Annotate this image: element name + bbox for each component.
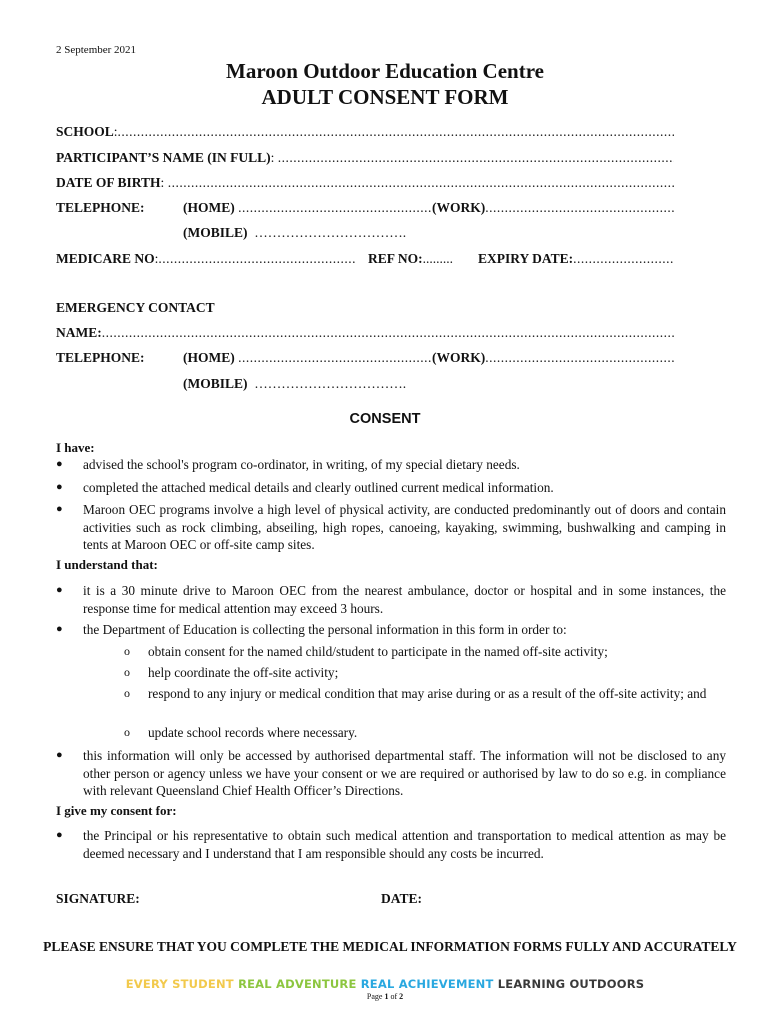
page-number: Page 1 of 2 (366, 992, 404, 1001)
colon: : (113, 124, 118, 139)
list-item: ● this information will only be accessed by authorised departmental staff. The information will not be disclosed to any other person or agency unless we have your consent or we are required or authorised by law to do so e.g. in compliance with relevant Queensland Chief Health Officer’s Directions. (56, 748, 726, 798)
purpose-item: o respond to any injury or medical condition that may arise during or as a result of the off-site activity; and (124, 686, 707, 701)
purpose-item: o help coordinate the off-site activity; (124, 665, 339, 680)
ref-no-field[interactable] (368, 251, 453, 267)
emergency-contact-heading: EMERGENCY CONTACT (56, 300, 215, 315)
list-item: ● advised the school's program co-ordinator, in writing, of my special dietary needs. (56, 457, 520, 472)
expiry-date-fill-line[interactable] (573, 251, 674, 267)
emergency-mobile-label: (MOBILE) (183, 376, 248, 391)
purpose-item: o obtain consent for the named child/student to participate in the named off-site activity; (124, 644, 608, 659)
colon: : (154, 251, 159, 266)
slogan-learning-outdoors: LEARNING OUTDOORS (497, 977, 645, 991)
sub-bullet-icon: o (124, 725, 130, 739)
emergency-mobile-fill-line[interactable]: ……………………………. (254, 376, 407, 391)
school-fill-line[interactable] (118, 124, 674, 140)
list-item: ● Maroon OEC programs involve a high level of physical activity, are conducted predominantly out of doors and contain activities such as rock climbing, abseiling, high ropes, canoeing, kayaking, swimming, bushwalking and camping in tents at Maroon OEC or off-site camp sites. (56, 502, 726, 552)
i-have-heading: I have: (56, 440, 95, 455)
dob-fill-line[interactable] (168, 175, 674, 191)
emergency-name-label: NAME: (56, 325, 102, 340)
school-field[interactable] (56, 124, 674, 142)
work-phone-fill-line[interactable] (485, 200, 674, 216)
slogan-real-achievement: REAL ACHIEVEMENT (360, 977, 494, 991)
dob-label: DATE OF BIRTH (56, 175, 161, 190)
work-phone-field[interactable] (432, 200, 674, 218)
colon: : (160, 175, 165, 190)
ref-no-fill-line[interactable]: ......... (422, 251, 453, 266)
emergency-work-label: (WORK) (432, 350, 486, 365)
emergency-work-fill-line[interactable] (485, 350, 674, 366)
bullet-icon: ● (56, 623, 63, 635)
dob-field[interactable] (56, 175, 674, 193)
mobile-fill-line[interactable]: ……………………………. (254, 225, 407, 240)
sub-bullet-icon: o (124, 686, 130, 700)
emergency-name-fill-line[interactable] (102, 325, 674, 341)
bullet-icon: ● (56, 458, 63, 470)
participant-name-field[interactable] (56, 150, 674, 168)
bullet-icon: ● (56, 749, 63, 761)
mobile-phone-field[interactable] (183, 225, 406, 241)
bullet-icon: ● (56, 829, 63, 841)
ref-no-label: REF NO: (368, 251, 423, 266)
consent-heading: CONSENT (349, 411, 421, 427)
colon: : (270, 150, 275, 165)
list-item: ● the Principal or his representative to obtain such medical attention and transportation to medical attention as may be deemed necessary and I understand that I am responsible should any costs be incurred. (56, 828, 726, 861)
sub-bullet-icon: o (124, 665, 130, 679)
participant-name-fill-line[interactable] (278, 150, 674, 166)
signature-field[interactable]: SIGNATURE: (56, 891, 140, 906)
completion-notice: PLEASE ENSURE THAT YOU COMPLETE THE MEDICAL INFORMATION FORMS FULLY AND ACCURATELY (43, 939, 737, 954)
emergency-home-label: (HOME) (183, 350, 235, 365)
emergency-mobile-field[interactable] (183, 376, 406, 392)
expiry-date-label: EXPIRY DATE: (478, 251, 574, 266)
participant-name-label: PARTICIPANT’S NAME (IN FULL) (56, 150, 271, 165)
date-field[interactable]: DATE: (381, 891, 423, 906)
purpose-item: o update school records where necessary. (124, 725, 358, 740)
i-understand-heading: I understand that: (56, 557, 158, 572)
expiry-date-field[interactable] (478, 251, 674, 269)
emergency-home-fill-line[interactable] (238, 350, 431, 366)
home-label: (HOME) (183, 200, 235, 215)
emergency-name-field[interactable] (56, 325, 674, 343)
work-label: (WORK) (432, 200, 486, 215)
slogan-banner (0, 977, 770, 991)
form-title: ADULT CONSENT FORM (261, 85, 509, 109)
document-date: 2 September 2021 (56, 44, 137, 56)
home-phone-fill-line[interactable] (238, 200, 431, 216)
school-label: SCHOOL (56, 124, 114, 139)
list-item: ● the Department of Education is collecting the personal information in this form in order to: (56, 622, 567, 637)
medicare-label: MEDICARE NO (56, 251, 155, 266)
slogan-every-student: EVERY STUDENT (125, 977, 234, 991)
emergency-telephone-label: TELEPHONE: (56, 350, 145, 365)
medicare-field[interactable] (56, 251, 356, 269)
i-give-consent-heading: I give my consent for: (56, 803, 177, 818)
mobile-label: (MOBILE) (183, 225, 248, 240)
bullet-icon: ● (56, 481, 63, 493)
home-phone-field[interactable] (183, 200, 431, 218)
organisation-name: Maroon Outdoor Education Centre (226, 59, 544, 83)
emergency-home-phone-field[interactable] (183, 350, 431, 368)
telephone-label: TELEPHONE: (56, 200, 145, 215)
sub-bullet-icon: o (124, 644, 130, 658)
medicare-fill-line[interactable] (158, 251, 356, 267)
emergency-work-phone-field[interactable] (432, 350, 674, 368)
bullet-icon: ● (56, 584, 63, 596)
list-item: ● completed the attached medical details and clearly outlined current medical information. (56, 480, 554, 495)
list-item: ● it is a 30 minute drive to Maroon OEC from the nearest ambulance, doctor or hospital and in some instances, the response time for medical attention may exceed 3 hours. (56, 583, 726, 616)
slogan-real-adventure: REAL ADVENTURE (238, 977, 357, 991)
bullet-icon: ● (56, 503, 63, 515)
